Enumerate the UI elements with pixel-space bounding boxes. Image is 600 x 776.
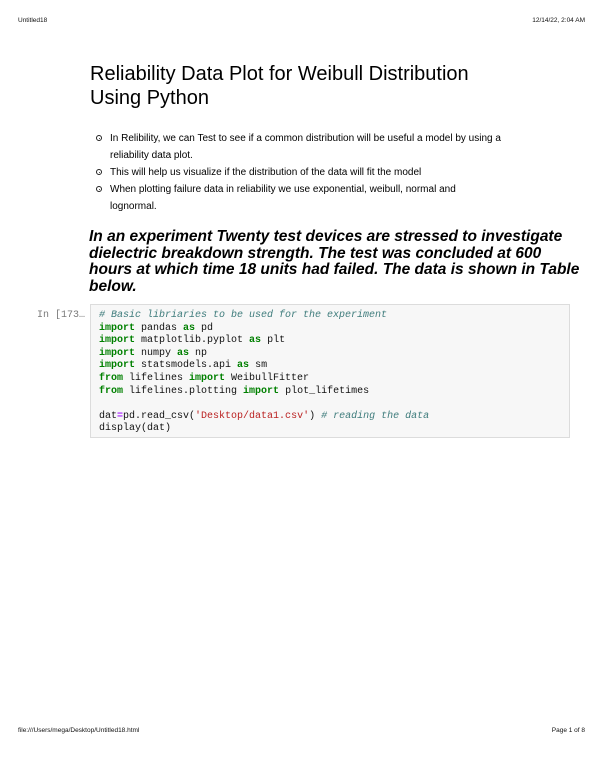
code-comment: # reading the data — [321, 410, 430, 422]
section-heading-line: In an experiment Twenty test devices are stressed to investigate — [89, 228, 563, 245]
code-text: lifelines — [123, 372, 190, 384]
code-text: lifelines.plotting — [123, 385, 244, 397]
bullet-list — [96, 130, 566, 215]
code-text: pd.read_csv( — [123, 410, 196, 422]
code-line — [99, 411, 561, 424]
code-text: WeibullFitter — [225, 372, 310, 384]
code-text: pandas — [135, 322, 184, 334]
list-item — [96, 130, 566, 164]
code-keyword: import — [189, 372, 226, 384]
page-title-line: Using Python — [90, 87, 209, 109]
print-header-datetime: 12/14/22, 2:04 AM — [532, 17, 585, 24]
code-keyword: from — [99, 372, 124, 384]
code-line-blank — [99, 398, 561, 411]
code-keyword: import — [99, 322, 136, 334]
bullet-icon — [96, 186, 102, 192]
code-keyword: import — [99, 347, 136, 359]
code-line — [99, 310, 561, 323]
code-keyword: as — [237, 360, 250, 372]
list-item-text: In Relibility, we can Test to see if a common distribution will be useful a model by using a — [110, 133, 501, 144]
code-keyword: as — [183, 322, 196, 334]
list-item-text: This will help us visualize if the distribution of the data will fit the model — [110, 167, 422, 178]
code-text: ) — [309, 410, 322, 422]
code-line — [99, 423, 561, 436]
code-text: statsmodels.api — [135, 360, 238, 372]
list-item-text: When plotting failure data in reliability we use exponential, weibull, normal and — [110, 184, 456, 195]
list-item — [96, 181, 566, 215]
code-block — [91, 305, 569, 441]
print-footer-page: Page 1 of 8 — [551, 727, 585, 734]
code-line — [99, 348, 561, 361]
code-keyword: as — [249, 335, 262, 347]
section-heading-line: below. — [89, 277, 137, 295]
code-keyword: import — [99, 335, 136, 347]
code-comment: # Basic libriaries to be used for the experiment — [99, 310, 388, 321]
code-keyword: as — [177, 347, 190, 359]
section-heading — [89, 229, 579, 295]
code-keyword: from — [99, 385, 124, 397]
section-heading-line: dielectric breakdown strength. The test was concluded at 600 — [89, 244, 542, 262]
print-header-title: Untitled18 — [18, 17, 48, 24]
cell-prompt: In [173… — [36, 310, 85, 321]
page-title-line: Reliability Data Plot for Weibull Distribution — [90, 63, 469, 85]
code-string: 'Desktop/data1.csv' — [195, 410, 310, 422]
code-keyword: import — [243, 385, 280, 397]
code-text: sm — [249, 360, 268, 372]
bullet-icon — [96, 169, 102, 175]
code-text: matplotlib.pyplot — [135, 335, 250, 347]
code-text: pd — [195, 322, 214, 334]
code-line — [99, 386, 561, 399]
code-text: np — [189, 347, 208, 359]
list-item-text: lognormal. — [110, 201, 157, 212]
code-text: plot_lifetimes — [279, 385, 370, 397]
code-cell[interactable] — [90, 304, 570, 438]
code-keyword: import — [99, 360, 136, 372]
code-operator: = — [117, 410, 124, 422]
code-text: plt — [261, 335, 286, 347]
bullet-icon — [96, 135, 102, 141]
section-heading-line: hours at which time 18 units had failed. The data is shown in Table — [89, 261, 580, 278]
code-line — [99, 323, 561, 336]
page-title — [90, 62, 570, 110]
list-item — [96, 164, 566, 181]
code-text: numpy — [135, 347, 178, 359]
list-item-text: reliability data plot. — [110, 150, 193, 161]
print-footer-url: file:///Users/mega/Desktop/Untitled18.html — [18, 727, 140, 734]
code-line — [99, 373, 561, 386]
code-text: dat — [99, 410, 118, 422]
code-line — [99, 360, 561, 373]
code-line — [99, 335, 561, 348]
code-text: display(dat) — [99, 423, 172, 435]
